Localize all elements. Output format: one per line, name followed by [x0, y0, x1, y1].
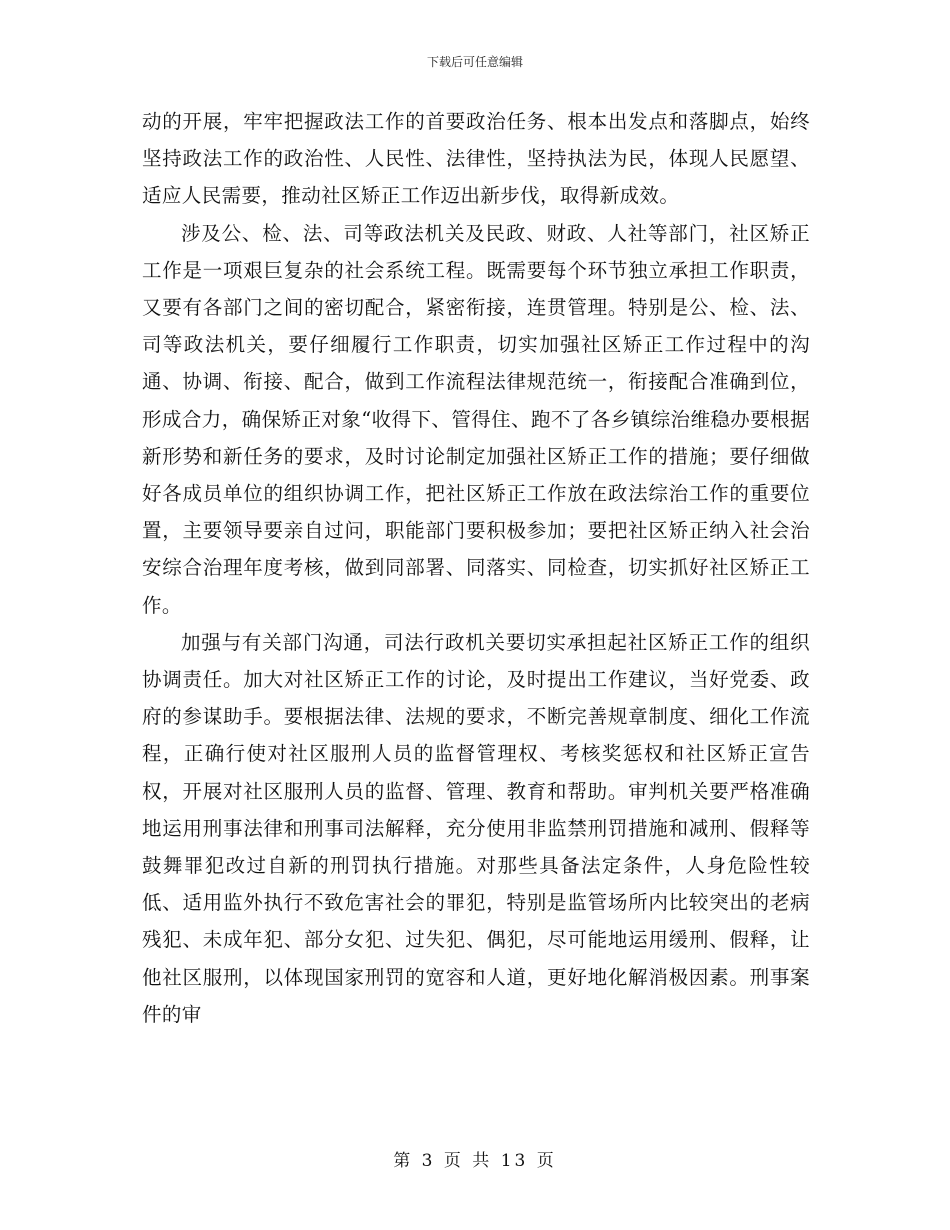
- page-number: 第 3 页 共 13 页: [393, 1151, 557, 1171]
- paragraph-communication: 加强与有关部门沟通，司法行政机关要切实承担起社区矫正工作的组织协调责任。加大对社区矫正工作的讨论，及时提出工作建议，当好党委、政府的参谋助手。要根据法律、法规的要求，不断完善规章制度、细化工作流程，正确行使对社区服刑人员的监督管理权、考核奖惩权和社区矫正宣告权，开展对社区服刑人员的监督、管理、教育和帮助。审判机关要严格准确地运用刑事法律和刑事司法解释，充分使用非监禁刑罚措施和减刑、假释等鼓舞罪犯改过自新的刑罚执行措施。对那些具备法定条件，人身危险性较低、适用监外执行不致危害社会的罪犯，特别是监管场所内比较突出的老病残犯、未成年犯、部分女犯、过失犯、偶犯，尽可能地运用缓刑、假释，让他社区服刑，以体现国家刑罚的宽容和人道，更好地化解消极因素。刑事案件的审: [142, 630, 810, 1026]
- document-body: [142, 103, 810, 1033]
- page-header: 下载后可任意编辑: [426, 55, 523, 69]
- paragraph-continuation: 动的开展，牢牢把握政法工作的首要政治任务、根本出发点和落脚点，始终坚持政法工作的政治性、人民性、法律性，坚持执法为民，体现人民愿望、适应人民需要，推动社区矫正工作迈出新步伐，取得新成效。: [142, 110, 810, 208]
- paragraph-coordination: 涉及公、检、法、司等政法机关及民政、财政、人社等部门，社区矫正工作是一项艰巨复杂的社会系统工程。既需要每个环节独立承担工作职责，又要有各部门之间的密切配合，紧密衔接，连贯管理。特别是公、检、法、司等政法机关，要仔细履行工作职责，切实加强社区矫正工作过程中的沟通、协调、衔接、配合，做到工作流程法律规范统一，衔接配合准确到位，形成合力，确保矫正对象“收得下、管得住、跑不了各乡镇综治维稳办要根据新形势和新任务的要求，及时讨论制定加强社区矫正工作的措施；要仔细做好各成员单位的组织协调工作，把社区矫正工作放在政法综治工作的重要位置，主要领导要亲自过问，职能部门要积极参加；要把社区矫正纳入社会治安综合治理年度考核，做到同部署、同落实、同检查，切实抓好社区矫正工作。: [142, 221, 810, 617]
